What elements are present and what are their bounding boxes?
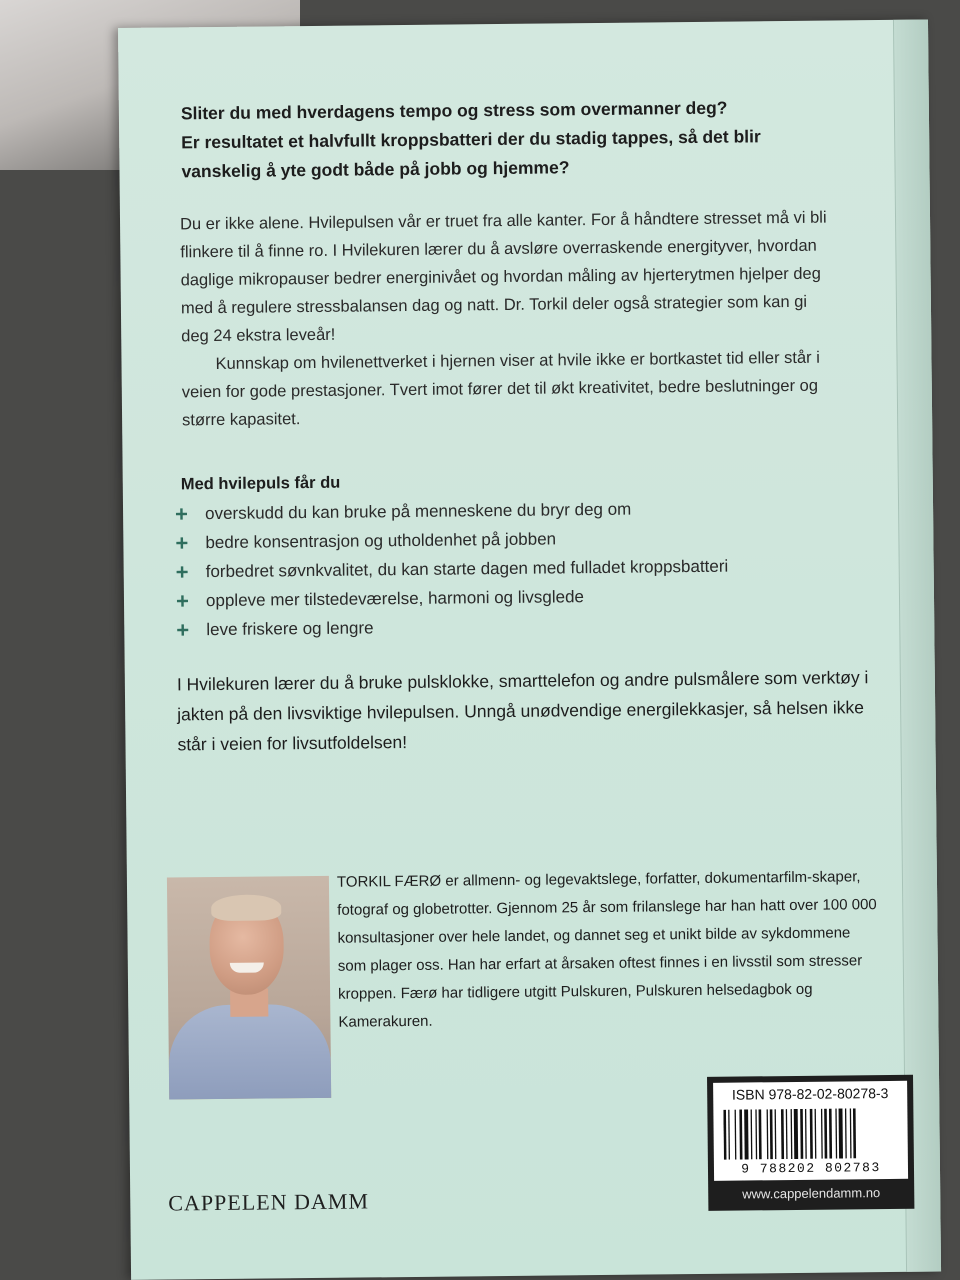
description [180, 204, 832, 435]
barcode-bar [845, 1108, 847, 1158]
publisher-logo: CAPPELEN DAMM [168, 1188, 370, 1216]
barcode-bar [739, 1110, 742, 1160]
barcode-bar [744, 1109, 748, 1159]
barcode-bar [829, 1109, 832, 1159]
barcode-number: 9 788202 802783 [741, 1160, 881, 1177]
barcode-bar [824, 1109, 827, 1159]
barcode-bar [728, 1110, 730, 1160]
barcode-bar [775, 1109, 777, 1159]
barcode-bar [839, 1108, 843, 1158]
intro-line: Er resultatet et halvfullt kroppsbatteri der du stadig tappes, så det blir [181, 126, 761, 153]
barcode-bar [759, 1109, 762, 1159]
closing-paragraph: I Hvilekuren lærer du å bruke pulsklokke, smarttelefon og andre pulsmålere som verktøy i jakten på den livsviktige hvilepulsen. Unngå unødvendige energilekkasjer, så helsen ikke står i veien for livsutfoldelsen! [176, 667, 869, 755]
intro-questions [181, 93, 832, 187]
barcode-bar [755, 1109, 757, 1159]
author-bio: TORKIL FÆRØ er allmenn- og legevaktslege, forfatter, dokumentarfilm-skaper, fotograf og globetrotter. Gjennom 25 år som frilanslege har han hatt over 100 000 konsultasjoner over hele landet, og dannet seg et unikt bilde av sykdommene som plager oss. Han har erfart at årsaken oftest finnes i en livsstil som stresser kroppen. Færø har tidligere utgitt Pulskuren, Pulskuren helsedagbok og Kamerakuren. [336, 868, 877, 1031]
benefit-text: bedre konsentrasjon og utholdenhet på jobben [205, 528, 557, 552]
benefit-text: leve friskere og lengre [206, 617, 374, 639]
isbn-barcode-box [707, 1075, 914, 1211]
benefit-item [176, 608, 856, 644]
website-link[interactable]: www.cappelendamm.no [742, 1185, 881, 1202]
plus-icon: + [175, 587, 189, 613]
intro-line: vanskelig å yte godt både på jobb og hjemme? [181, 157, 570, 182]
barcode-bar [791, 1109, 793, 1159]
barcode-bar [770, 1109, 773, 1159]
barcode-bar [815, 1109, 817, 1159]
barcode-bar [786, 1109, 788, 1159]
plus-icon: + [176, 616, 190, 642]
benefit-text: overskudd du kan bruke på menneskene du bryr deg om [204, 499, 632, 523]
barcode-bar [781, 1109, 784, 1159]
barcode-bar [723, 1110, 726, 1160]
isbn-label: ISBN 978-82-02-80278-3 [731, 1084, 889, 1103]
description-paragraph: Du er ikke alene. Hvilepulsen vår er truet fra alle kanter. For å håndtere stresset må vi bli flinkere til å finne ro. I Hvilekuren lærer du å avsløre overraskende energityver, hvordan daglige mikropauser bedrer energinivået og hvordan måling av hjerterytmen hjelper deg med å regulere stressbalansen dag og natt. Dr. Torkil deler også strategier som kan gi deg 24 ekstra leveår! [179, 208, 827, 346]
barcode-bar [794, 1109, 798, 1159]
barcode [723, 1108, 898, 1160]
barcode-bar [805, 1109, 807, 1159]
intro-line: Sliter du med hverdagens tempo og stress som overmanner deg? [180, 97, 728, 124]
barcode-bar [800, 1109, 803, 1159]
author-photo [167, 876, 331, 1100]
plus-icon: + [175, 529, 189, 555]
barcode-bar [821, 1109, 823, 1159]
benefit-text: forbedret søvnkvalitet, du kan starte dagen med fulladet kroppsbatteri [205, 556, 729, 581]
benefits-list [175, 492, 856, 644]
benefit-text: oppleve mer tilstedeværelse, harmoni og livsglede [205, 586, 585, 610]
barcode-bar [853, 1108, 856, 1158]
barcode-bar [835, 1109, 837, 1159]
description-paragraph: Kunnskap om hvilenettverket i hjernen viser at hvile ikke er bortkastet tid eller står i veien for gode prestasjoner. Tvert imot fører det til økt kreativitet, bedre beslutninger og større kapasitet. [181, 348, 820, 430]
benefits-heading: Med hvilepuls får du [180, 473, 341, 494]
barcode-bar [735, 1110, 737, 1160]
plus-icon: + [174, 500, 189, 526]
barcode-bar [810, 1109, 813, 1159]
plus-icon: + [175, 558, 189, 584]
barcode-bar [850, 1108, 852, 1158]
book-back-cover [118, 20, 941, 1280]
barcode-bar [767, 1109, 769, 1159]
barcode-bar [751, 1109, 753, 1159]
